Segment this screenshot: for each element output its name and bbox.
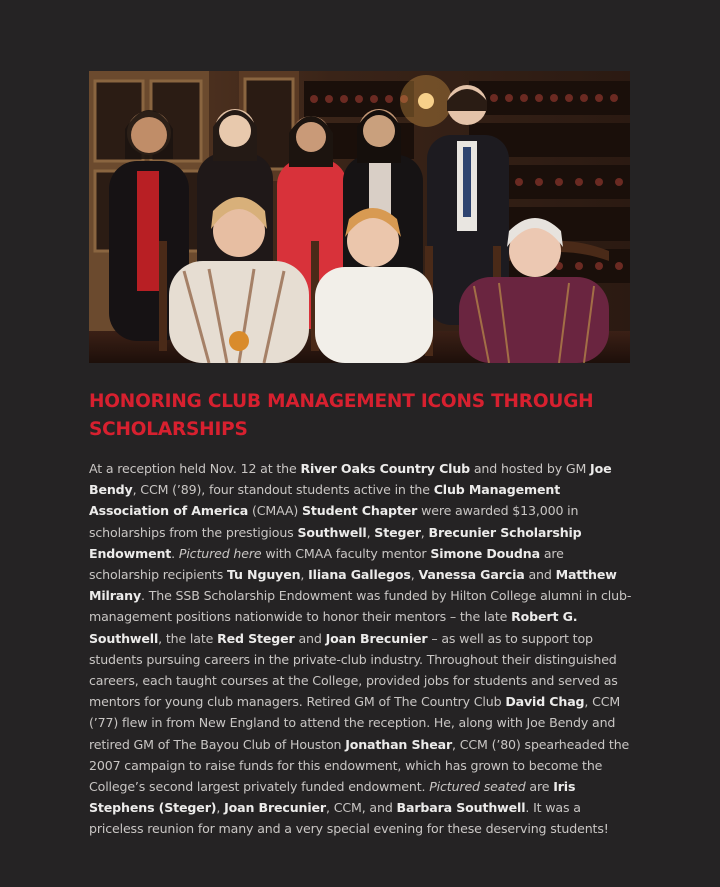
text-run: are scholarship recipients: [89, 545, 564, 583]
text-run: . It was a priceless reunion for many and a very special evening for these deserving students!: [89, 800, 609, 837]
text-run: , CCM (’77) flew in from New England to attend the reception. He, along with Joe Bendy and retired GM of The Bayou Club of Houston: [89, 694, 621, 752]
italic-phrase: Pictured here: [178, 545, 262, 561]
bold-name: David Chag: [505, 694, 585, 710]
bold-name: Barbara Southwell: [396, 800, 526, 816]
text-run: . The SSB Scholarship Endowment was funded by Hilton College alumni in club-management positions nationwide to honor their mentors – the late: [89, 588, 632, 625]
text-run: ,: [216, 800, 225, 816]
text-run: and hosted by GM: [470, 461, 591, 476]
italic-phrase: Pictured seated: [429, 779, 526, 795]
text-run: ,: [366, 524, 375, 540]
bold-name: Joan Brecunier: [325, 630, 428, 646]
bold-name: Matthew Milrany: [89, 567, 617, 604]
bold-name: Joan Brecunier: [224, 800, 326, 816]
bold-name: Vanessa Garcia: [418, 567, 525, 583]
bold-name: Iliana Gallegos: [308, 567, 411, 583]
bold-name: Robert G. Southwell: [89, 609, 578, 646]
text-run: , the late: [158, 630, 218, 646]
bold-name: Jonathan Shear: [345, 736, 453, 752]
text-run: and: [524, 567, 556, 583]
text-run: , CCM, and: [326, 800, 397, 816]
bold-name: River Oaks Country Club: [300, 461, 471, 476]
text-run: ,: [420, 524, 429, 540]
bold-name: Red Steger: [217, 630, 295, 646]
text-run: – as well as to support top students pursuing careers in the private-club industry. Throughout their distinguished careers, each taught courses at the College, provided jobs for students and served as mentors for young club managers. Retired GM of The Country Club: [89, 630, 618, 710]
group-photo-illustration: [89, 71, 630, 363]
text-run: , CCM (’89), four standout students active in the: [132, 482, 434, 498]
text-run: (CMAA): [248, 503, 303, 519]
bold-name: Tu Nguyen: [226, 567, 301, 583]
text-run: At a reception held Nov. 12 at the: [89, 461, 301, 476]
bold-name: Brecunier Scholarship Endowment: [89, 524, 582, 561]
bold-name: Club Management Association of America: [89, 482, 561, 519]
text-run: are: [525, 779, 554, 795]
article-body: [89, 458, 637, 840]
bold-name: Joe Bendy: [89, 461, 612, 498]
bold-name: Simone Doudna: [430, 545, 540, 561]
text-run: .: [171, 545, 179, 561]
article-headline: HONORING CLUB MANAGEMENT ICONS THROUGH SCHOLARSHIPS: [89, 391, 594, 440]
bold-name: Steger: [374, 524, 421, 540]
bold-name: Student Chapter: [302, 503, 418, 519]
bold-name: Iris Stephens (Steger): [89, 779, 576, 816]
text-run: were awarded $13,000 in scholarships from the prestigious: [89, 503, 579, 540]
bold-name: Southwell: [297, 524, 367, 540]
text-run: with CMAA faculty mentor: [261, 545, 431, 561]
text-run: ,: [300, 567, 309, 583]
text-run: , CCM (’80) spearheaded the 2007 campaign to raise funds for this endowment, which has grown to become the College’s second largest privately funded endowment.: [89, 736, 630, 795]
text-run: ,: [410, 567, 419, 583]
text-run: and: [294, 630, 326, 646]
group-photo: [89, 71, 630, 363]
